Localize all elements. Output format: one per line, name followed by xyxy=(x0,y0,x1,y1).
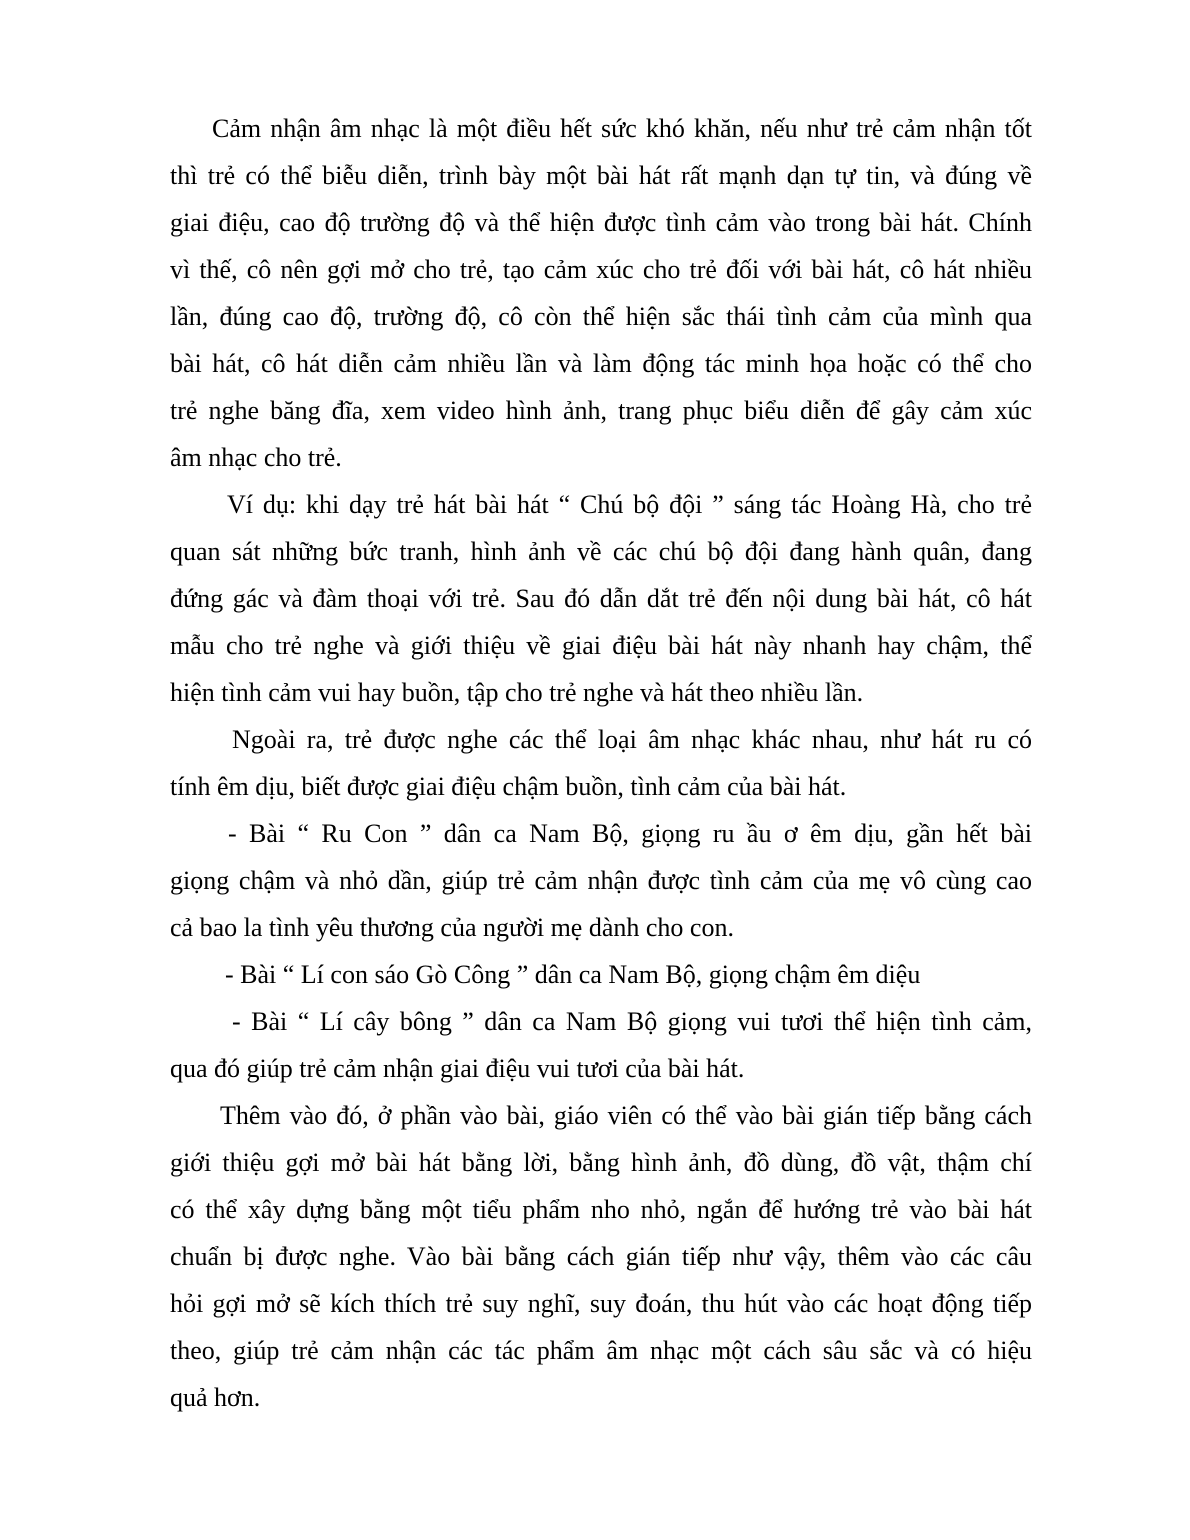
paragraph-7-line-6: theo, giúp trẻ cảm nhận các tác phẩm âm nhạc một cách sâu sắc và có hiệu xyxy=(170,1336,1032,1365)
paragraph-2-line-2: quan sát những bức tranh, hình ảnh về các chú bộ đội đang hành quân, đang xyxy=(170,537,1032,566)
paragraph-7-line-1: Thêm vào đó, ở phần vào bài, giáo viên có thể vào bài gián tiếp bằng cách xyxy=(220,1101,1032,1130)
paragraph-6-line-2: qua đó giúp trẻ cảm nhận giai điệu vui tươi của bài hát. xyxy=(170,1054,745,1083)
paragraph-1-line-5: lần, đúng cao độ, trường độ, cô còn thể hiện sắc thái tình cảm của mình qua xyxy=(170,302,1032,331)
paragraph-4-line-2: giọng chậm và nhỏ dần, giúp trẻ cảm nhận được tình cảm của mẹ vô cùng cao xyxy=(170,866,1032,895)
paragraph-2-line-4: mẫu cho trẻ nghe và giới thiệu về giai điệu bài hát này nhanh hay chậm, thể xyxy=(170,631,1032,660)
paragraph-7-line-5: hỏi gợi mở sẽ kích thích trẻ suy nghĩ, suy đoán, thu hút vào các hoạt động tiếp xyxy=(170,1289,1032,1318)
paragraph-4-line-1: - Bài “ Ru Con ” dân ca Nam Bộ, giọng ru ầu ơ êm dịu, gần hết bài xyxy=(228,819,1032,848)
paragraph-4-line-3: cả bao la tình yêu thương của người mẹ dành cho con. xyxy=(170,913,734,942)
paragraph-1-line-7: trẻ nghe băng đĩa, xem video hình ảnh, trang phục biểu diễn để gây cảm xúc xyxy=(170,396,1032,425)
paragraph-2-line-5: hiện tình cảm vui hay buồn, tập cho trẻ nghe và hát theo nhiều lần. xyxy=(170,678,864,707)
paragraph-1-line-6: bài hát, cô hát diễn cảm nhiều lần và làm động tác minh họa hoặc có thể cho xyxy=(170,349,1032,378)
paragraph-3-line-2: tính êm dịu, biết được giai điệu chậm buồn, tình cảm của bài hát. xyxy=(170,772,847,801)
paragraph-2-line-3: đứng gác và đàm thoại với trẻ. Sau đó dẫn dắt trẻ đến nội dung bài hát, cô hát xyxy=(170,584,1032,613)
paragraph-3-line-1: Ngoài ra, trẻ được nghe các thể loại âm nhạc khác nhau, như hát ru có xyxy=(232,725,1032,754)
paragraph-1-line-3: giai điệu, cao độ trường độ và thể hiện được tình cảm vào trong bài hát. Chính xyxy=(170,208,1032,237)
paragraph-7-line-4: chuẩn bị được nghe. Vào bài bằng cách gián tiếp như vậy, thêm vào các câu xyxy=(170,1242,1032,1271)
paragraph-1-line-4: vì thế, cô nên gợi mở cho trẻ, tạo cảm xúc cho trẻ đối với bài hát, cô hát nhiều xyxy=(170,255,1032,284)
paragraph-5-line-1: - Bài “ Lí con sáo Gò Công ” dân ca Nam Bộ, giọng chậm êm diệu xyxy=(225,960,921,989)
paragraph-7-line-7: quả hơn. xyxy=(170,1383,261,1412)
paragraph-1-line-8: âm nhạc cho trẻ. xyxy=(170,443,342,472)
paragraph-1-line-2: thì trẻ có thể biễu diễn, trình bày một bài hát rất mạnh dạn tự tin, và đúng về xyxy=(170,161,1032,190)
paragraph-7-line-3: có thể xây dựng bằng một tiểu phẩm nho nhỏ, ngắn để hướng trẻ vào bài hát xyxy=(170,1195,1032,1224)
paragraph-7-line-2: giới thiệu gợi mở bài hát bằng lời, bằng hình ảnh, đồ dùng, đồ vật, thậm chí xyxy=(170,1148,1032,1177)
paragraph-1-line-1: Cảm nhận âm nhạc là một điều hết sức khó khăn, nếu như trẻ cảm nhận tốt xyxy=(212,114,1032,143)
paragraph-2-line-1: Ví dụ: khi dạy trẻ hát bài hát “ Chú bộ đội ” sáng tác Hoàng Hà, cho trẻ xyxy=(227,490,1032,519)
paragraph-6-line-1: - Bài “ Lí cây bông ” dân ca Nam Bộ giọng vui tươi thể hiện tình cảm, xyxy=(232,1007,1032,1036)
